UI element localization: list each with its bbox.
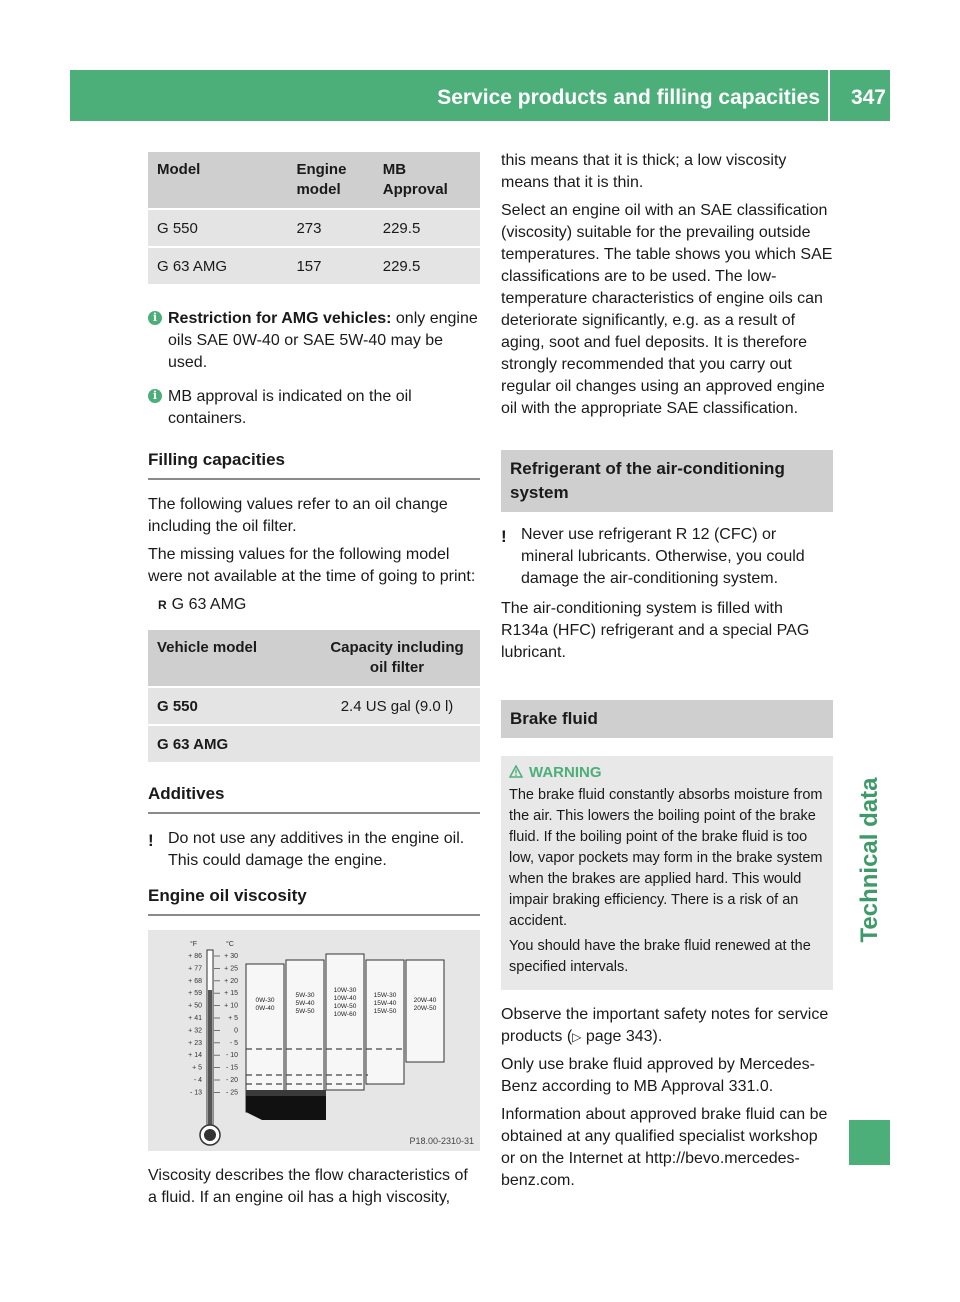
table-cell: G 63 AMG	[148, 726, 314, 762]
temp-f-label: + 59	[188, 990, 202, 998]
paragraph: this means that it is thick; a low viscosity means that it is thin.	[501, 152, 787, 191]
viscosity-grade-label: 5W-40	[295, 1000, 315, 1007]
unit-f-label: °F	[190, 941, 198, 948]
paragraph: Only use brake fluid approved by Mercedes-Benz according to MB Approval 331.0.	[501, 1056, 815, 1095]
viscosity-grade-label: 20W-50	[413, 1005, 437, 1012]
info-note-amg: i Restriction for AMG vehicles: only engine oils SAE 0W-40 or SAE 5W-40 may be used.	[148, 308, 480, 374]
table-cell: 229.5	[374, 210, 480, 246]
temp-c-label: - 20	[225, 1077, 238, 1084]
viscosity-band	[326, 954, 364, 1090]
temp-c-label: - 25	[225, 1089, 238, 1097]
temp-f-label: + 41	[188, 1015, 202, 1022]
viscosity-grade-label: 0W-40	[255, 1005, 275, 1012]
figure-code: P18.00-2310-31	[409, 1136, 474, 1146]
page-ref-arrow-icon: ▷	[572, 1030, 582, 1044]
caution-note: ! Do not use any additives in the engine oil. This could damage the engine.	[148, 830, 465, 869]
table-header: MB Approval	[374, 152, 480, 208]
viscosity-grade-label: 10W-30	[333, 987, 357, 994]
table-header-row	[148, 152, 480, 208]
page-header	[70, 70, 890, 121]
paragraph: The following values refer to an oil change including the oil filter.	[148, 496, 448, 535]
table-cell: G 550	[148, 210, 287, 246]
section-heading-additives: Additives	[148, 784, 480, 814]
viscosity-grade-label: 20W-40	[413, 997, 437, 1004]
section-heading-brake: Brake fluid	[501, 700, 833, 738]
temp-f-label: + 23	[188, 1039, 202, 1047]
bullet-icon: R	[158, 598, 167, 612]
table-cell: G 63 AMG	[148, 248, 287, 284]
table-cell: 2.4 US gal (9.0 l)	[314, 688, 480, 724]
info-icon: i	[148, 311, 162, 325]
temp-f-label: + 32	[188, 1027, 202, 1035]
viscosity-grade-label: 15W-50	[373, 1008, 397, 1015]
paragraph: You should have the brake fluid renewed at the specified intervals.	[509, 938, 811, 975]
viscosity-grade-label: 5W-30	[295, 992, 315, 999]
unit-c-label: °C	[226, 941, 234, 948]
temp-f-label: + 50	[188, 1002, 202, 1010]
warning-box	[501, 756, 833, 990]
table-cell: 157	[287, 248, 373, 284]
capacity-table	[148, 628, 480, 764]
temp-f-label: - 13	[189, 1089, 202, 1097]
paragraph: The brake fluid constantly absorbs moisture from the air. This lowers the boiling point of the brake fluid. If the boiling point of the brake fluid is too low, vapor pockets may form in the brake system when the brakes are applied hard. This would impair braking efficiency. There is a risk of an accident.	[509, 787, 823, 929]
temp-c-label: - 10	[225, 1052, 238, 1060]
viscosity-grade-label: 10W-50	[333, 1003, 357, 1010]
viscosity-grade-label: 5W-50	[295, 1008, 315, 1015]
temp-f-label: + 68	[188, 977, 202, 985]
side-tab-label: Technical data	[855, 777, 883, 943]
paragraph: The air-conditioning system is filled with R134a (HFC) refrigerant and a special PAG lubricant.	[501, 600, 810, 661]
viscosity-grade-label: 0W-30	[255, 997, 275, 1004]
temp-f-label: + 77	[188, 965, 202, 973]
temp-c-label: + 30	[224, 953, 238, 960]
paragraph: Observe the important safety notes for service products (▷ page 343).	[501, 1006, 829, 1045]
table-header-row	[148, 630, 480, 686]
temp-f-label: + 5	[192, 1064, 202, 1072]
table-row	[148, 248, 480, 284]
paragraph: Information about approved brake fluid can be obtained at any qualified specialist workshop or on the Internet at http://bevo.mercedes-benz.com.	[501, 1106, 828, 1189]
viscosity-grade-label: 15W-40	[373, 1000, 397, 1007]
table-cell	[314, 726, 480, 762]
table-header: Vehicle model	[148, 630, 314, 686]
temp-f-label: + 86	[188, 953, 202, 960]
table-cell: 229.5	[374, 248, 480, 284]
viscosity-band	[366, 960, 404, 1084]
table-row	[148, 726, 480, 762]
info-note-approval: i MB approval is indicated on the oil containers.	[148, 386, 480, 430]
page-number: 347	[850, 86, 886, 109]
oil-approval-table	[148, 150, 480, 286]
side-tab-marker	[849, 1120, 890, 1165]
exclamation-icon: !	[148, 831, 154, 850]
table-cell: G 550	[148, 688, 314, 724]
viscosity-chart-figure	[148, 930, 480, 1151]
right-column	[501, 150, 833, 1198]
warning-triangle-icon	[509, 765, 523, 778]
temp-c-label: + 5	[228, 1015, 238, 1022]
section-heading-filling: Filling capacities	[148, 450, 480, 480]
table-row	[148, 688, 480, 724]
bullet-item: R G 63 AMG	[158, 596, 247, 613]
table-row	[148, 210, 480, 246]
temp-f-label: - 4	[193, 1077, 202, 1084]
info-icon: i	[148, 389, 162, 403]
header-title: Service products and filling capacities	[437, 86, 820, 109]
temp-c-label: + 10	[224, 1002, 238, 1010]
side-tab	[849, 125, 890, 1175]
table-header: Capacity including oil filter	[314, 630, 480, 686]
viscosity-band	[246, 964, 284, 1112]
temp-f-label: + 14	[188, 1052, 202, 1060]
paragraph: Viscosity describes the flow characteristics of a fluid. If an engine oil has a high viscosity,	[148, 1167, 468, 1206]
section-heading-refrigerant: Refrigerant of the air-conditioning system	[501, 450, 833, 512]
left-column	[148, 150, 480, 1215]
table-header: Model	[148, 152, 287, 208]
temp-c-label: + 25	[224, 965, 238, 973]
temp-c-label: - 15	[225, 1064, 238, 1072]
viscosity-grade-label: 15W-30	[373, 992, 397, 999]
paragraph: Select an engine oil with an SAE classification (viscosity) suitable for the prevailing outside temperatures. The table shows you which SAE classifications are to be used. The low-temperature characteristics of engine oils can deteriorate significantly, e.g. as a result of aging, soot and fuel deposits. It is therefore strongly recommended that you carry out regular oil changes using an approved engine oil with the appropriate SAE classification.	[501, 202, 833, 417]
table-cell: 273	[287, 210, 373, 246]
section-heading-viscosity: Engine oil viscosity	[148, 886, 480, 916]
temp-c-label: + 20	[224, 977, 238, 985]
table-header: Engine model	[287, 152, 373, 208]
exclamation-icon: !	[501, 527, 507, 546]
temp-c-label: - 5	[229, 1039, 238, 1047]
paragraph: The missing values for the following model were not available at the time of going to print:	[148, 546, 476, 585]
temp-c-label: + 15	[224, 990, 238, 998]
viscosity-grade-label: 10W-60	[333, 1011, 357, 1018]
warning-title: WARNING	[509, 762, 825, 783]
caution-note: ! Never use refrigerant R 12 (CFC) or mineral lubricants. Otherwise, you could damage the air-conditioning system.	[501, 526, 805, 587]
temp-c-label: 0	[234, 1027, 238, 1035]
header-divider	[828, 70, 830, 121]
viscosity-grade-label: 10W-40	[333, 995, 357, 1002]
